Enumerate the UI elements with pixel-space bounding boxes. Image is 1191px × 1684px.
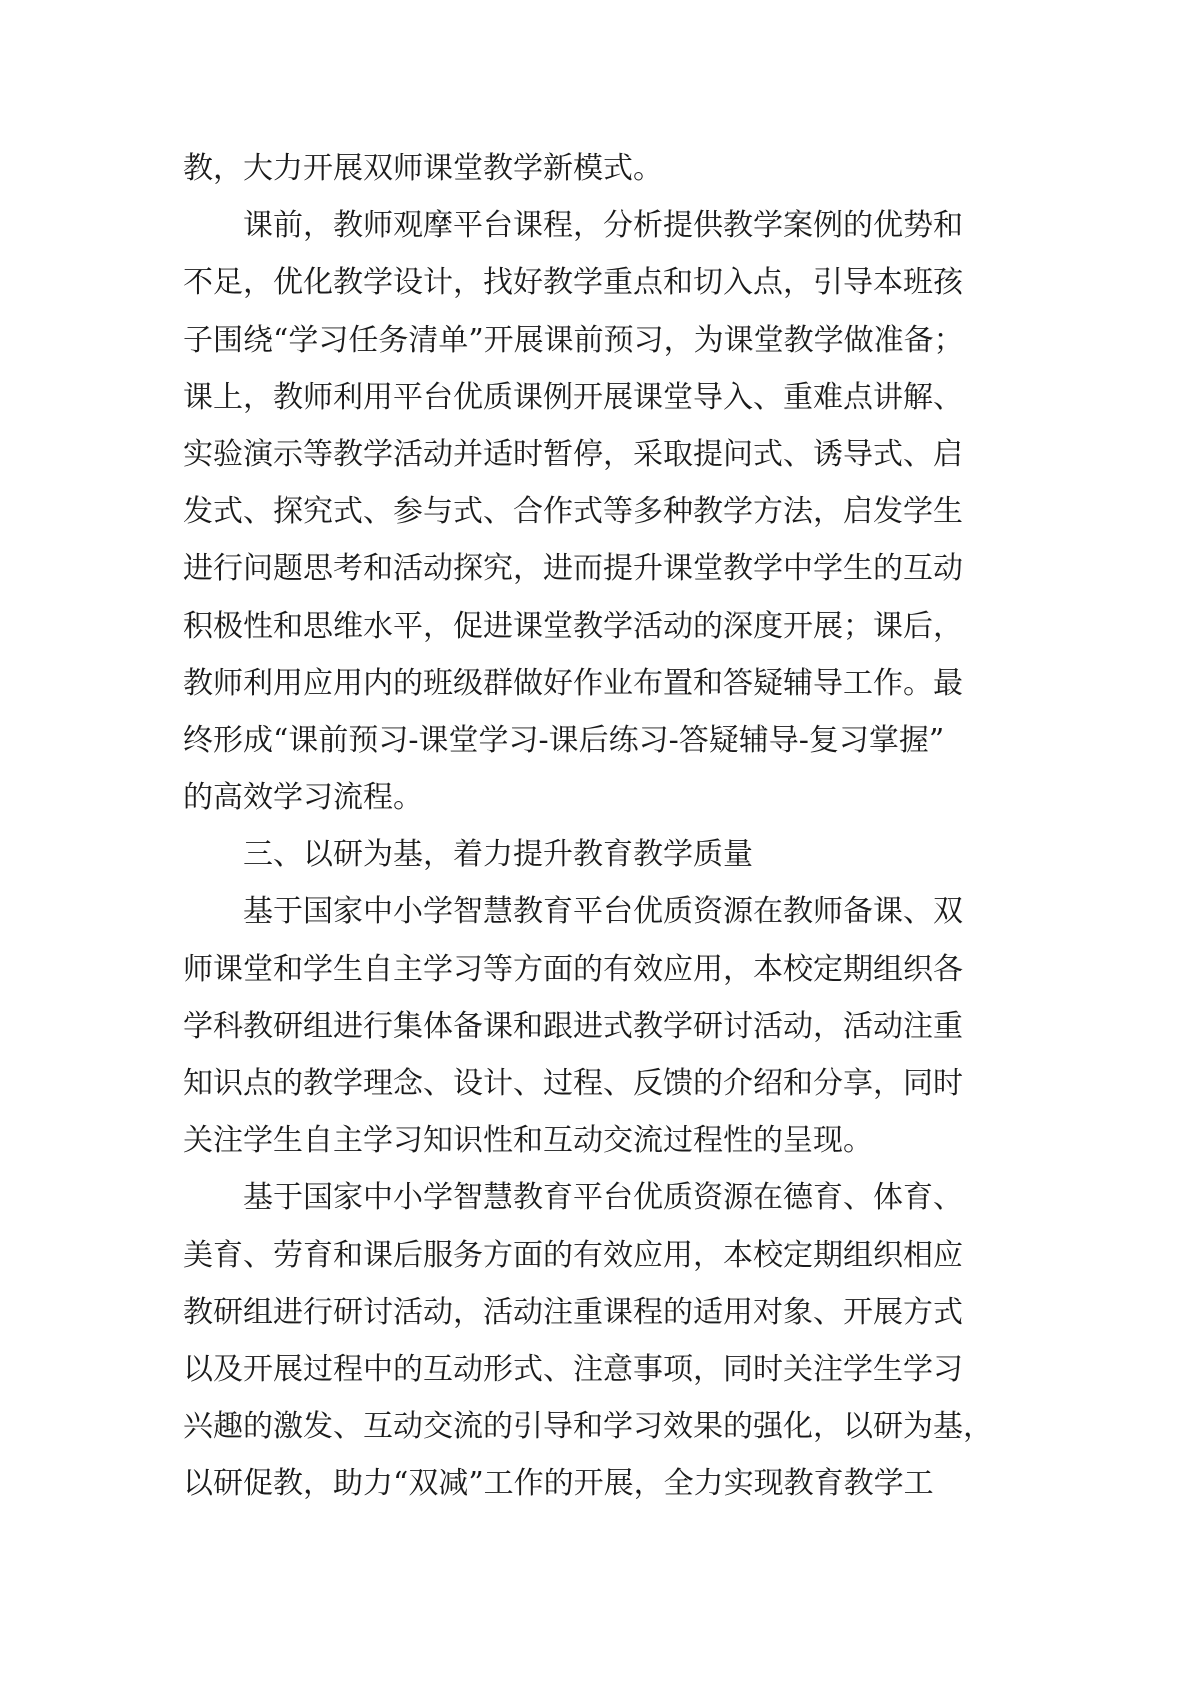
text-line: 基于国家中小学智慧教育平台优质资源在德育、体育、: [243, 1180, 963, 1216]
text-line: 进行问题思考和活动探究，进而提升课堂教学中学生的互动: [183, 551, 963, 587]
text-line: 教师利用应用内的班级群做好作业布置和答疑辅导工作。最: [183, 665, 963, 701]
text-line: 子围绕“学习任务清单”开展课前预习，为课堂教学做准备；: [183, 322, 964, 358]
document-body: [183, 140, 1053, 1513]
section-heading: 三、以研为基，着力提升教育教学质量: [243, 837, 753, 873]
text-line: 学科教研组进行集体备课和跟进式教学研讨活动，活动注重: [183, 1008, 963, 1044]
text-line: 师课堂和学生自主学习等方面的有效应用，本校定期组织各: [183, 951, 963, 987]
text-line: 知识点的教学理念、设计、过程、反馈的介绍和分享，同时: [183, 1066, 963, 1101]
text-line: 发式、探究式、参与式、合作式等多种教学方法，启发学生: [183, 494, 963, 530]
text-line: 实验演示等教学活动并适时暂停，采取提问式、诱导式、启: [183, 436, 963, 472]
text-line: 关注学生自主学习知识性和互动交流过程性的呈现。: [183, 1123, 873, 1159]
text-line: 基于国家中小学智慧教育平台优质资源在教师备课、双: [243, 894, 963, 930]
text-line: 课前，教师观摩平台课程，分析提供教学案例的优势和: [243, 208, 963, 244]
text-line: 的高效学习流程。: [183, 780, 423, 816]
text-line: 终形成“课前预习-课堂学习-课后练习-答疑辅导-复习掌握”: [183, 722, 945, 758]
text-line: 教，大力开展双师课堂教学新模式。: [183, 151, 663, 186]
text-line: 课上，教师利用平台优质课例开展课堂导入、重难点讲解、: [183, 379, 963, 415]
text-line: 以研促教，助力“双减”工作的开展，全力实现教育教学工: [183, 1466, 934, 1502]
text-line: 兴趣的激发、互动交流的引导和学习效果的强化，以研为基，: [183, 1409, 993, 1445]
text-line: 教研组进行研讨活动，活动注重课程的适用对象、开展方式: [183, 1294, 963, 1330]
text-line: 积极性和思维水平，促进课堂教学活动的深度开展；课后，: [183, 608, 963, 644]
text-line: 以及开展过程中的互动形式、注意事项，同时关注学生学习: [183, 1351, 963, 1387]
text-line: 不足，优化教学设计，找好教学重点和切入点，引导本班孩: [183, 265, 963, 301]
text-line: 美育、劳育和课后服务方面的有效应用，本校定期组织相应: [183, 1237, 963, 1273]
